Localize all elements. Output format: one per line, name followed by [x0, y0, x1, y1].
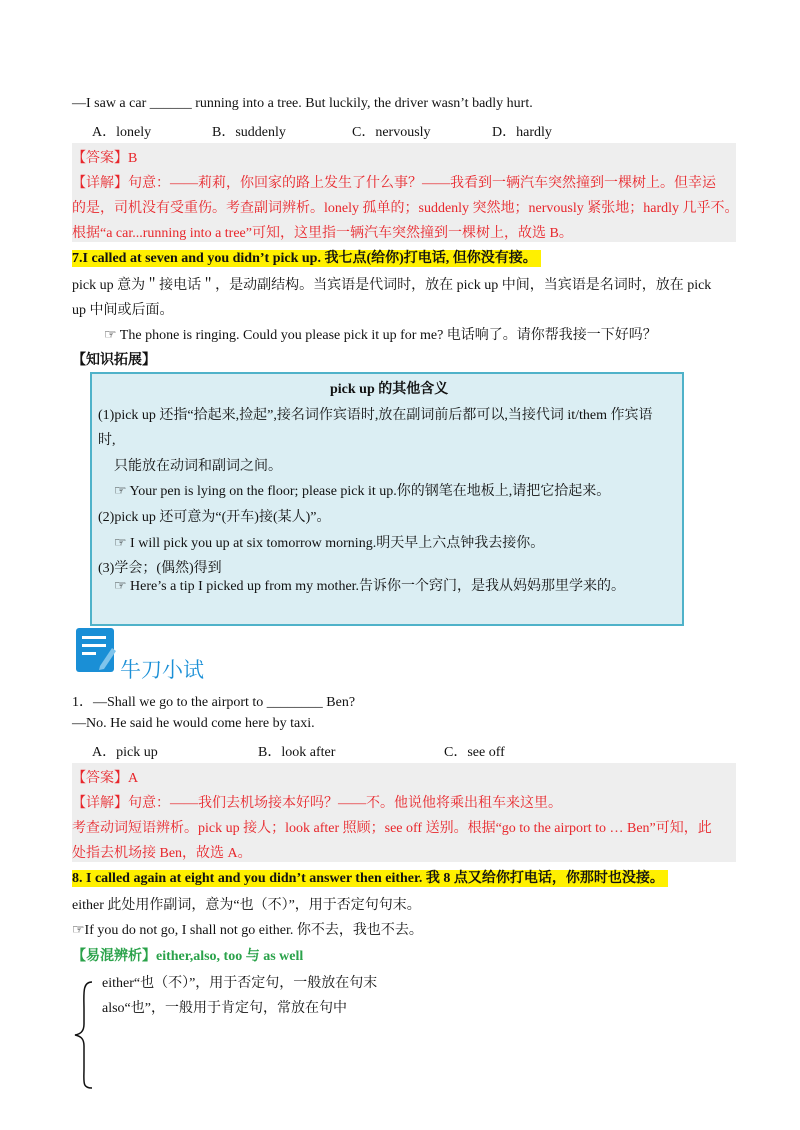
option-d: D．hardly — [492, 125, 552, 140]
detail-line: 处指去机场接 Ben，故选 A。 — [72, 846, 252, 861]
answer-text: 【答案】A — [72, 771, 139, 786]
option-a: A．lonely — [92, 125, 152, 140]
option-c: C．see off — [444, 745, 505, 760]
section-heading: 7.I called at seven and you didn’t pick up. 我七点(给你)打电话, 但你没有接。 — [72, 247, 541, 267]
practice-title: 牛刀小试 — [120, 658, 204, 682]
box-line: ☞ Your pen is lying on the floor; please pick it up.你的钢笔在地板上,请把它拾起来。 — [114, 484, 611, 499]
option-b: B．suddenly — [212, 125, 286, 140]
box-line: 只能放在动词和副词之间。 — [114, 459, 282, 474]
box-line: (1)pick up 还指“拾起来,捡起”,接名词作宾语时,放在副词前后都可以,当接代词 it/them 作宾语 — [98, 408, 653, 423]
detail-line: 根据“a car...running into a tree”可知，这里指一辆汽车突然撞到一棵树上，故选 B。 — [72, 226, 573, 241]
box-line: ☞ I will pick you up at six tomorrow morning.明天早上六点钟我去接你。 — [114, 536, 545, 551]
detail-line: 【详解】句意：——莉莉，你回家的路上发生了什么事？——我看到一辆汽车突然撞到一棵树上。但幸运 — [72, 176, 716, 191]
detail-line: 的是，司机没有受重伤。考查副词辨析。lonely 孤单的；suddenly 突然地；nervously 紧张地；hardly 几乎不。 — [72, 201, 739, 216]
paragraph: pick up 意为＂接电话＂，是动副结构。当宾语是代词时，放在 pick up 中间，当宾语是名词时，放在 pick — [72, 278, 712, 293]
box-line: (3)学会；(偶然)得到 — [98, 561, 222, 576]
answer-text: 【答案】B — [72, 151, 138, 166]
box-line: 时, — [98, 433, 116, 448]
question-stem: —No. He said he would come here by taxi. — [72, 716, 315, 731]
example-sentence: ☞If you do not go, I shall not go either. 你不去，我也不去。 — [72, 923, 423, 938]
comparison-item: either“也（不）”，用于否定句，一般放在句末 — [102, 976, 378, 991]
section-label: 【知识拓展】 — [72, 353, 156, 368]
notepad-pencil-icon — [74, 626, 118, 674]
box-line: ☞ Here’s a tip I picked up from my mother.告诉你一个窍门，是我从妈妈那里学来的。 — [114, 579, 626, 594]
box-line: (2)pick up 还可意为“(开车)接(某人)”。 — [98, 510, 331, 525]
option-c: C．nervously — [352, 125, 431, 140]
paragraph: either 此处用作副词，意为“也（不）”，用于否定句句末。 — [72, 898, 421, 913]
question-stem: 1．—Shall we go to the airport to ________ Ben? — [72, 695, 356, 710]
comparison-label: 【易混辨析】either,also, too 与 as well — [72, 949, 304, 964]
option-b: B．look after — [258, 745, 336, 760]
option-a: A．pick up — [92, 745, 158, 760]
question-stem: —I saw a car ______ running into a tree. But luckily, the driver wasn’t badly hurt. — [72, 96, 533, 111]
comparison-item: also“也”，一般用于肯定句，常放在句中 — [102, 1001, 347, 1016]
box-title: pick up 的其他含义 — [330, 382, 449, 397]
detail-line: 考查动词短语辨析。pick up 接人；look after 照顾；see off 送别。根据“go to the airport to … Ben”可知，此 — [72, 821, 712, 836]
example-sentence: ☞ The phone is ringing. Could you please pick it up for me? 电话响了。请你帮我接一下好吗？ — [104, 328, 657, 343]
detail-line: 【详解】句意：——我们去机场接本好吗？——不。他说他将乘出租车来这里。 — [72, 796, 562, 811]
paragraph: up 中间或后面。 — [72, 303, 174, 318]
curly-brace-icon — [72, 980, 94, 1090]
section-heading: 8. I called again at eight and you didn’t answer then either. 我 8 点又给你打电话，你那时也没接。 — [72, 867, 668, 887]
